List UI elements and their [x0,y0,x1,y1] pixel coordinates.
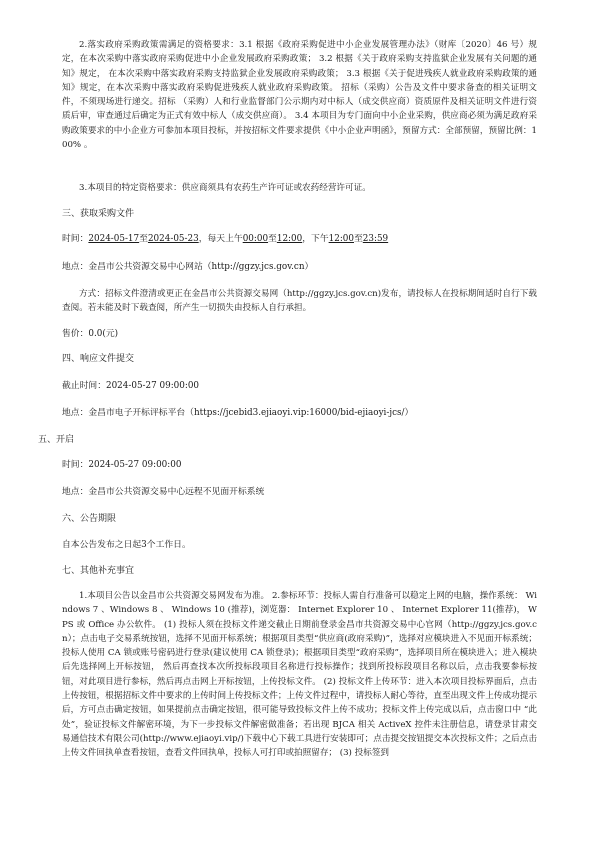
end-date: 2024-05-23 [147,234,199,244]
specific-qualification-paragraph: 3.本项目的特定资格要求：供应商须具有农药生产许可证或农药经营许可证。 [79,183,371,193]
submission-deadline: 截止时间：2024-05-27 09:00:00 [62,381,200,391]
submission-location: 地点：金昌市电子开标评标平台（https://jcebid3.ejiaoyi.vip:16000/bid-ejiaoyi-jcs/） [62,408,414,418]
to-text: 至 [268,234,277,244]
to-text: 至 [139,234,148,244]
qualification-policy-paragraph: 2.落实政府采购政策需满足的资格要求：3.1 根据《政府采购促进中小企业发展管理办法》（财库〔2020〕46 号）规定，在本次采购中落实政府采购促进中小企业发展政府采购政策； 3.2 根据《关于政府采购支持监狱企业发展有关问题的通知》规定， 在本次采购中落实政府采购支持监狱企业发展政府采购政策； 3.3 根据《关于促进残疾人就业政府采购政策的通知》规定，在本次采购中落实政府采购促进残疾人就业政府采购政策。 招标（采购）公告及文件中要求备查的相关证明文件，不须现场进行递交。招标 （采购）人和行业监督部门公示期内对中标人（成交供应商）资质原件及相关证明文件进行资质后审，审查通过后确定为正式有效中标人（成交供应商）。 3.4 本项目为专门面向中小企业采购，供应商必须为满足政府采购政策要求的中小企业方可参加本项目投标，并按招标文件要求提供《中小企业声明函》，预留方式：全部预留，预留比例：100% 。 [62,40,537,151]
section-3-heading: 三、获取采购文件 [62,209,135,219]
notice-period: 自本公告发布之日起3个工作日。 [62,540,191,550]
am-end: 12:00 [276,234,303,244]
daily-text: ，每天上午 [198,234,243,244]
opening-time: 时间：2024-05-27 09:00:00 [62,460,182,470]
section-5-heading: 五、开启 [38,435,75,445]
opening-location: 地点：金昌市公共资源交易中心远程不见面开标系统 [62,487,265,497]
acquisition-location: 地点：金昌市公共资源交易中心网站（http://ggzy.jcs.gov.cn） [62,262,314,272]
section-6-heading: 六、公告期限 [62,514,117,524]
to-text: 至 [353,234,363,244]
acquisition-method: 方式：招标文件澄清或更正在金昌市公共资源交易网（http://ggzy.jcs.gov.cn)发布，请投标人在投标期间适时自行下载查阅。若未能及时下载查阅，所产生一切损失由投标人自行承担。 [62,289,537,314]
document-price: 售价：0.0(元) [62,329,119,339]
acquisition-time [62,232,388,246]
start-date: 2024-05-17 [88,234,140,244]
time-label: 时间： [62,234,89,244]
pm-start: 12:00 [328,234,354,244]
section-4-heading: 四、响应文件提交 [62,354,135,364]
section-7-heading: 七、其他补充事宜 [62,566,135,576]
other-matters-paragraph: 1.本项目公告以金昌市公共资源交易网发布为准。 2.参标环节：投标人需自行准备可以稳定上网的电脑，操作系统： Windows 7 、Windows 8 、 Windows 10 (推荐)，浏览器： Internet Explorer 10 、 Internet Explorer 11(推荐)， WPS 或 Office 办公软件。 (1) 投标人须在投标文件递交截止日期前登录金昌市共资源交易中心官网（http://ggzy.jcs.gov.cn）；点击电子交易系统按钮，选择不见面开标系统；根据项目类型“供应商(政府采购)”，选择对应模块进入不见面开标系统；投标人使用 CA 锁或账号密码进行登录(建议使用 CA 锁登录)；根据项目类型“政府采购”，选择项目所在模块进入；进入模块后先选择网上开标按钮， 然后再查找本次所投标段项目名称进行投标操作；找到所投标段项目名称以后，点击我要参标按钮，对此项目进行参标，然后再点击网上开标按钮，上传投标文件。 (2) 投标文件上传环节：进入本次项目投标界面后，点击上传按钮，根据招标文件中要求的上传时间上传投标文件；上传文件过程中，请投标人耐心等待，直至出现文件上传成功提示后，方可点击确定按钮，如果提前点击确定按钮，很可能导致投标文件上传不成功；投标文件上传完成以后，点击窗口中 “此处”，验证投标文件解密环境，为下一步投标文件解密做准备；若出现 BJCA 相关 ActiveX 控件未注册信息，请登录甘肃交易通信技术有限公司(http://www.ejiaoyi.vip/)下载中心下载工具进行安装即可；点击提交按钮提交本次投标文件；之后点击上传文件回执单查看按钮，查看文件回执单，投标人可打印或拍照留存； (3) 投标签到 [62,591,537,759]
pm-text: ，下午 [302,234,329,244]
am-start: 00:00 [242,234,269,244]
pm-end: 23:59 [362,234,389,244]
